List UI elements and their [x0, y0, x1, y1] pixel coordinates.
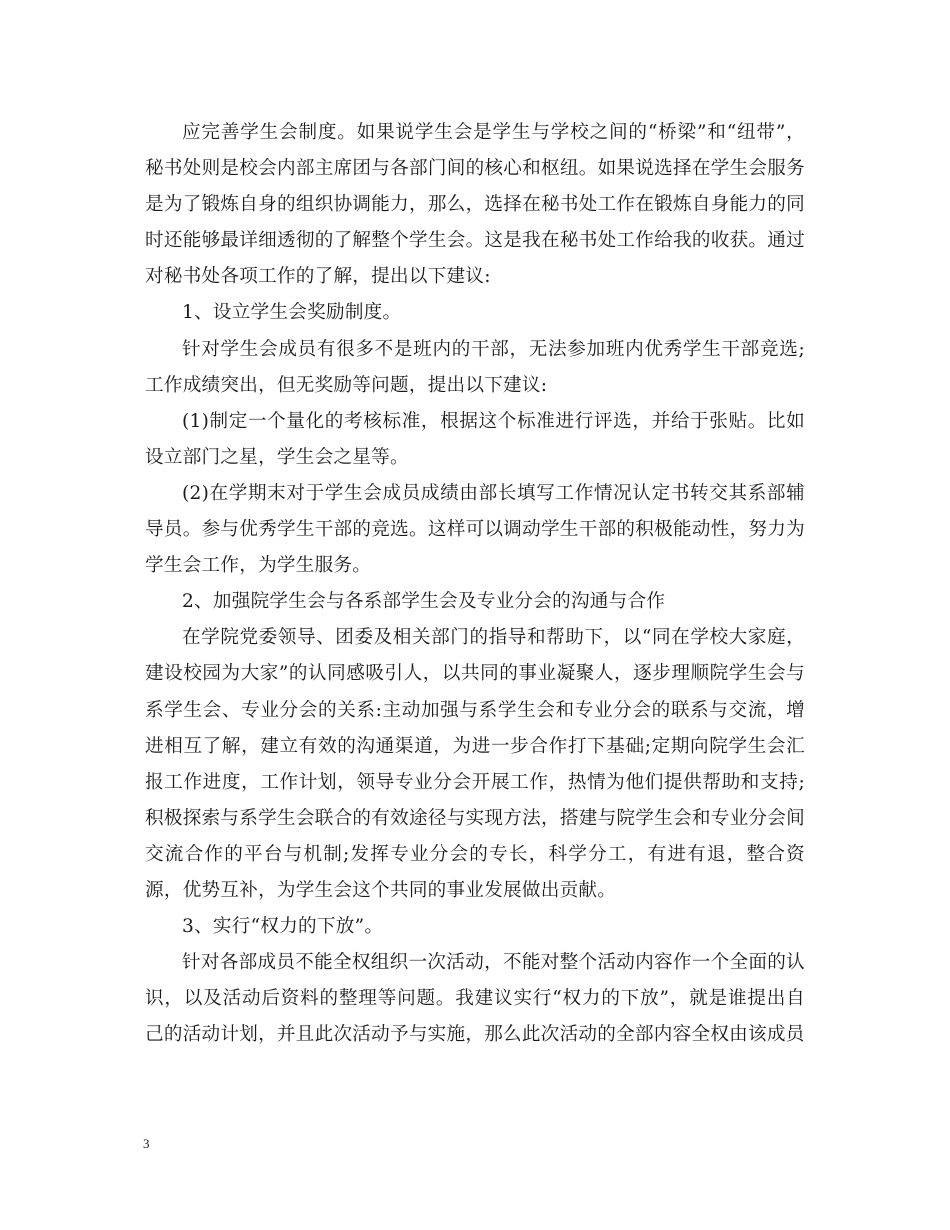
- paragraph-item-3: 针对各部成员不能全权组织一次活动，不能对整个活动内容作一个全面的认识，以及活动后资料的整理等问题。我建议实行“权力的下放”，就是谁提出自己的活动计划，并且此次活动予与实施，那么此次活动的全部内容全权由该成员: [145, 952, 805, 1046]
- paragraph-item-1: 针对学生会成员有很多不是班内的干部，无法参加班内优秀学生干部竞选;工作成绩突出，但无奖励等问题，提出以下建议:: [145, 338, 805, 396]
- paragraph-item-2: 在学院党委领导、团委及相关部门的指导和帮助下，以“同在学校大家庭，建设校园为大家”的认同感吸引人，以共同的事业凝聚人，逐步理顺院学生会与系学生会、专业分会的关系:主动加强与系学生会和专业分会的联系与交流，增进相互了解，建立有效的沟通渠道，为进一步合作打下基础;定期向院学生会汇报工作进度，工作计划，领导专业分会开展工作，热情为他们提供帮助和支持;积极探索与系学生会联合的有效途径与实现方法，搭建与院学生会和专业分会间交流合作的平台与机制;发挥专业分会的专长，科学分工，有进有退，整合资源，优势互补，为学生会这个共同的事业发展做出贡献。: [145, 627, 805, 901]
- paragraph-sub-1: (1)制定一个量化的考核标准，根据这个标准进行评选，并给于张贴。比如设立部门之星，学生会之星等。: [145, 410, 805, 468]
- heading-item-2: 2、加强院学生会与各系部学生会及专业分会的沟通与合作: [182, 591, 666, 613]
- document-body: [145, 115, 805, 1053]
- heading-item-3: 3、实行“权力的下放”。: [182, 916, 384, 938]
- heading-item-1: 1、设立学生会奖励制度。: [182, 302, 402, 324]
- paragraph-intro: 应完善学生会制度。如果说学生会是学生与学校之间的“桥梁”和“纽带”，秘书处则是校会内部主席团与各部门间的核心和枢纽。如果说选择在学生会服务是为了锻炼自身的组织协调能力，那么，选择在秘书处工作在锻炼自身能力的同时还能够最详细透彻的了解整个学生会。这是我在秘书处工作给我的收获。通过对秘书处各项工作的了解，提出以下建议:: [145, 122, 805, 288]
- page-number: 3: [143, 1136, 150, 1151]
- paragraph-sub-2: (2)在学期末对于学生会成员成绩由部长填写工作情况认定书转交其系部辅导员。参与优秀学生干部的竞选。这样可以调动学生干部的积极能动性，努力为学生会工作，为学生服务。: [145, 482, 805, 577]
